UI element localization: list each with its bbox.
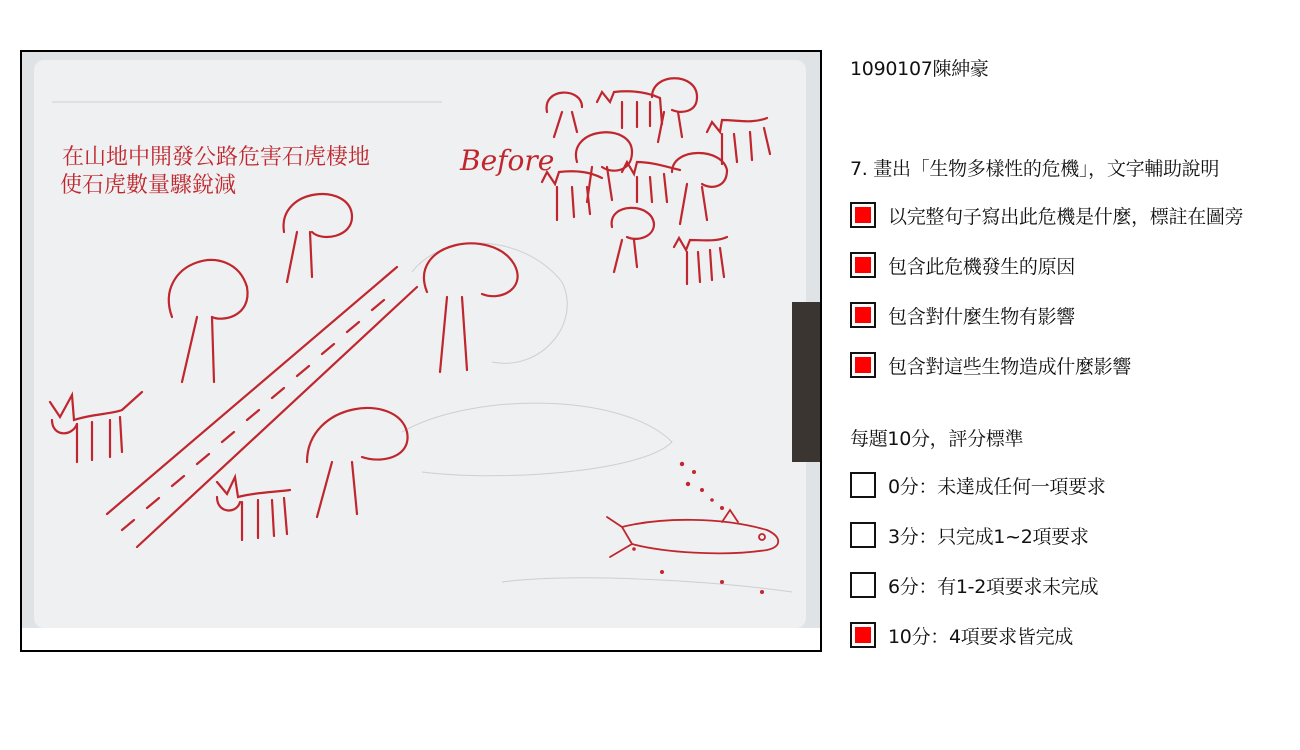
scoring-title: 每題10分，評分標準 [850,428,1024,450]
caption-line-2: 使石虎數量驟銳減 [60,173,237,198]
score-option-row[interactable] [850,569,1098,601]
desk-edge [792,302,820,462]
question-prompt: 7. 畫出「生物多樣性的危機」，文字輔助說明 [850,158,1220,180]
score-option-label: 6分：有1-2項要求未完成 [888,575,1099,598]
score-option-label: 0分：未達成任何一項要求 [888,475,1106,498]
requirement-checkbox[interactable] [850,302,876,328]
requirement-checkbox[interactable] [850,352,876,378]
score-option-label: 3分：只完成1~2項要求 [888,525,1089,548]
score-option-checkbox[interactable] [850,472,876,498]
student-drawing-photo [20,50,822,652]
score-option-row[interactable] [850,469,1106,501]
requirement-row[interactable] [850,349,1131,381]
before-label: Before [460,144,555,177]
requirement-row[interactable] [850,299,1075,331]
requirement-checkbox[interactable] [850,202,876,228]
drawing-canvas [22,52,820,628]
requirement-label: 包含對什麼生物有影響 [888,305,1076,328]
score-option-row[interactable] [850,619,1073,651]
caption-line-1: 在山地中開發公路危害石虎棲地 [62,145,371,170]
requirement-label: 以完整句子寫出此危機是什麼，標註在圖旁 [888,205,1244,228]
requirement-checkbox[interactable] [850,252,876,278]
score-option-checkbox[interactable] [850,572,876,598]
score-option-label: 10分：4項要求皆完成 [888,625,1073,648]
requirement-row[interactable] [850,199,1243,231]
score-option-checkbox[interactable] [850,622,876,648]
score-option-checkbox[interactable] [850,522,876,548]
requirement-label: 包含對這些生物造成什麼影響 [888,355,1132,378]
score-option-row[interactable] [850,519,1089,551]
requirement-label: 包含此危機發生的原因 [888,255,1076,278]
requirement-row[interactable] [850,249,1075,281]
student-id-name: 1090107陳紳豪 [850,58,989,80]
